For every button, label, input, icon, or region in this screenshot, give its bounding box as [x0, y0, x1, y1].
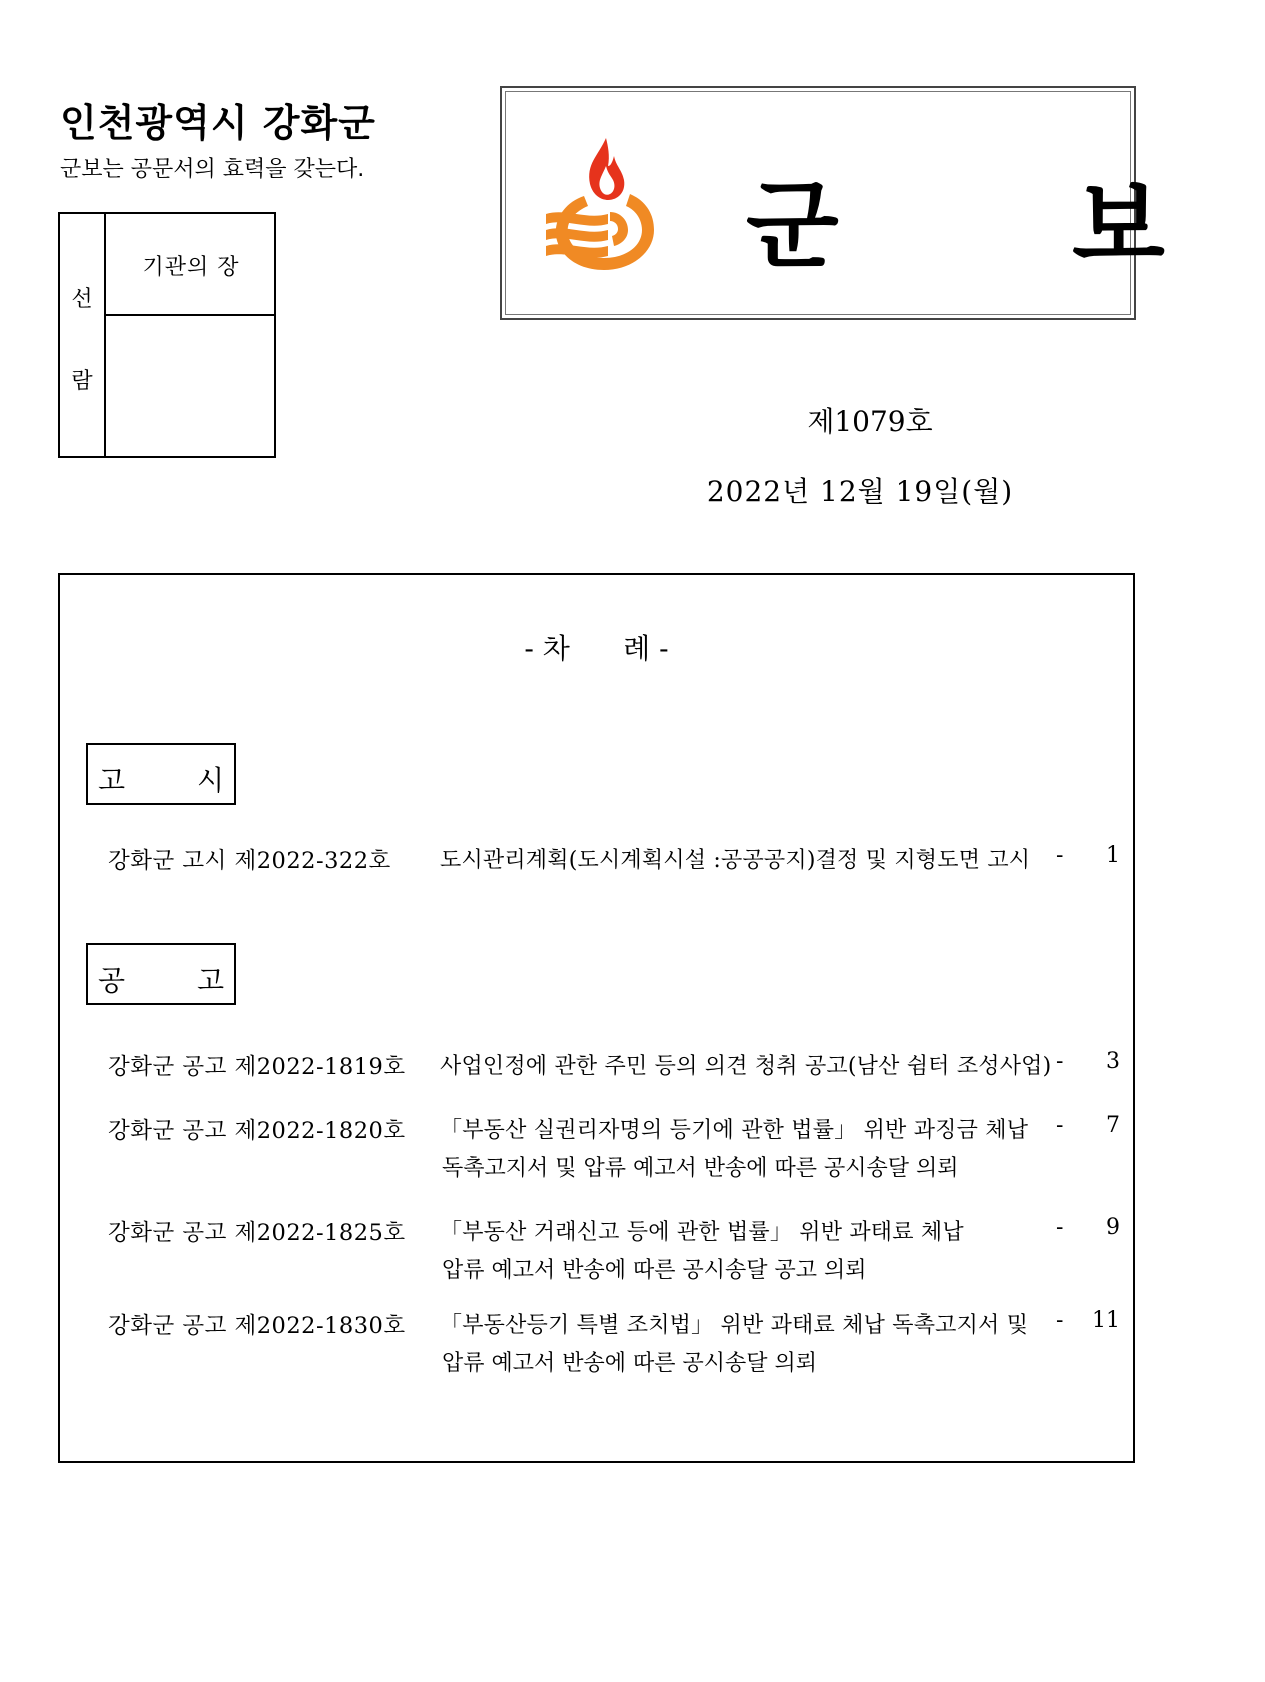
toc-entry-title-cont: 독촉고지서 및 압류 예고서 반송에 따른 공시송달 의뢰 [442, 1156, 959, 1181]
toc-entry-page: 7 [1106, 1113, 1120, 1138]
toc-entry-title-cont: 압류 예고서 반송에 따른 공시송달 공고 의뢰 [442, 1258, 867, 1283]
toc-entry-ref: 강화군 고시 제2022-322호 [108, 848, 391, 874]
circulation-side-char: 람 [71, 369, 93, 394]
toc-entry-page: 1 [1106, 843, 1120, 868]
toc-entry-page: 3 [1106, 1049, 1120, 1074]
toc-entry-title: 「부동산 거래신고 등에 관한 법률」 위반 과태료 체납 [440, 1220, 964, 1245]
county-emblem-icon [546, 136, 666, 271]
circulation-box [58, 212, 276, 458]
circulation-head-label: 기관의 장 [142, 255, 240, 280]
toc-entry-title: 사업인정에 관한 주민 등의 의견 청취 공고(남산 쉼터 조성사업) [440, 1054, 1052, 1079]
organization-name: 인천광역시 강화군 [60, 101, 376, 145]
toc-entry-title-cont: 압류 예고서 반송에 따른 공시송달 의뢰 [442, 1351, 817, 1376]
toc-entry[interactable] [60, 1308, 1133, 1388]
toc-entry-dash: - [1056, 843, 1064, 868]
toc-entry-dash: - [1056, 1049, 1064, 1074]
legal-effect-note: 군보는 공문서의 효력을 갖는다. [60, 157, 365, 182]
toc-entry-ref: 강화군 공고 제2022-1830호 [108, 1313, 406, 1339]
toc-title: - 차 례 - [524, 632, 669, 665]
section-label-char: 공 [98, 964, 126, 997]
toc-entry-title: 「부동산 실권리자명의 등기에 관한 법률」 위반 과징금 체납 [440, 1118, 1029, 1143]
toc-entry[interactable] [60, 1113, 1133, 1193]
toc-entry-dash: - [1056, 1308, 1064, 1333]
toc-entry-dash: - [1056, 1215, 1064, 1240]
circulation-side-char: 선 [71, 287, 93, 312]
toc-entry-ref: 강화군 공고 제2022-1825호 [108, 1220, 406, 1246]
section-label-char: 고 [98, 764, 126, 797]
section-header-announcement [86, 943, 236, 1005]
circulation-head-cell [106, 214, 276, 316]
issue-number: 제1079호 [807, 405, 933, 438]
circulation-side-label [60, 214, 106, 456]
masthead-inner-frame [505, 91, 1265, 315]
masthead [500, 86, 1265, 320]
toc-entry-title: 도시관리계획(도시계획시설 :공공공지)결정 및 지형도면 고시 [440, 848, 1031, 873]
toc-entry-page: 9 [1106, 1215, 1120, 1240]
toc-entry-page: 11 [1092, 1308, 1120, 1333]
toc-entry-dash: - [1056, 1113, 1064, 1138]
issue-date: 2022년 12월 19일(월) [706, 475, 1014, 508]
section-header-notice [86, 743, 236, 805]
toc-entry[interactable] [60, 843, 1133, 923]
section-label-char: 고 [196, 964, 224, 997]
table-of-contents [58, 573, 1135, 1463]
section-label-char: 시 [196, 764, 224, 797]
toc-entry-ref: 강화군 공고 제2022-1820호 [108, 1118, 406, 1144]
toc-entry[interactable] [60, 1215, 1133, 1295]
toc-entry-title: 「부동산등기 특별 조치법」 위반 과태료 체납 독촉고지서 및 [440, 1313, 1029, 1338]
gazette-title: 군 보 [746, 170, 1265, 282]
toc-entry-ref: 강화군 공고 제2022-1819호 [108, 1054, 406, 1080]
